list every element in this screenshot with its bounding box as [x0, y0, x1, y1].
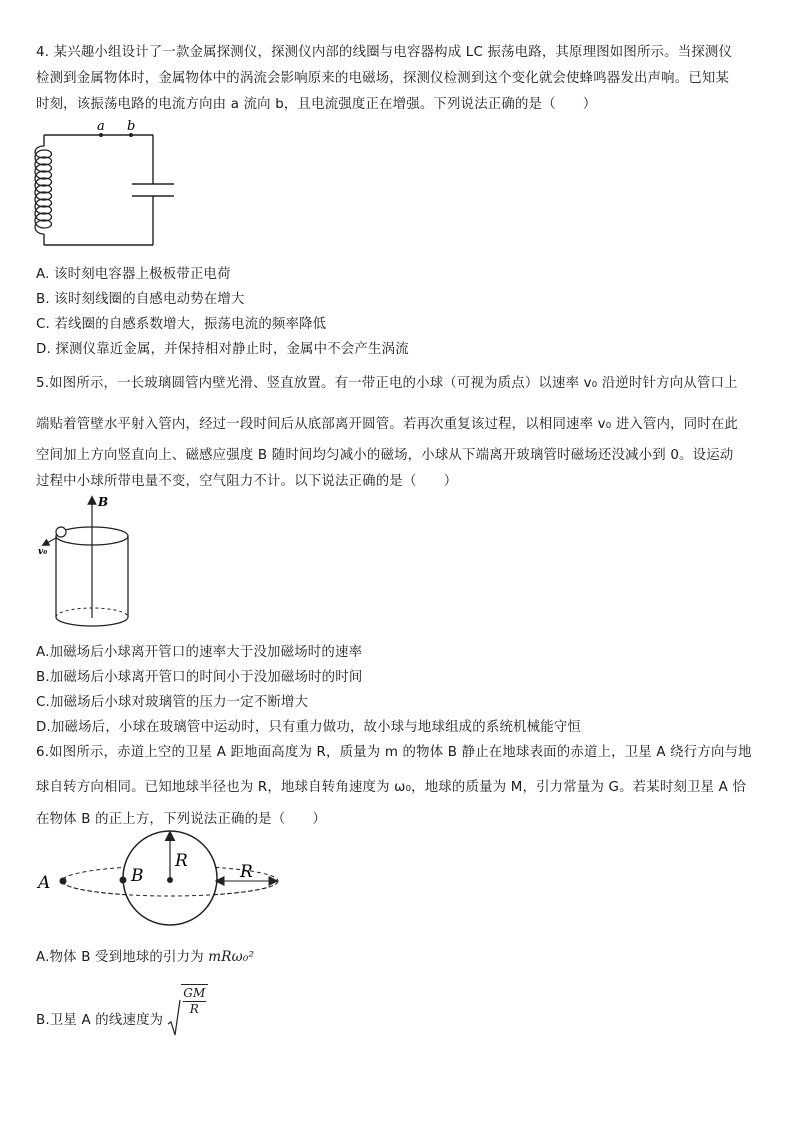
label-A: A	[38, 873, 51, 893]
q4-line-3: 时刻，该振荡电路的电流方向由 a 流向 b，且电流强度正在增强。下列说法正确的是（ ）	[36, 97, 597, 112]
q5-option-b[interactable]: B.加磁场后小球离开管口的时间小于没加磁场时的时间	[36, 670, 363, 685]
q4-line-2: 检测到金属物体时，金属物体中的涡流会影响原来的电磁场，探测仪检测到这个变化就会使蜂鸣器发出声响。已知某	[36, 71, 730, 86]
q5-option-c[interactable]: C.加磁场后小球对玻璃管的压力一定不断增大	[36, 695, 309, 710]
q6-line-3: 在物体 B 的正上方，下列说法正确的是（ ）	[36, 812, 327, 827]
label-a: a	[97, 119, 105, 134]
formula-denominator: R	[189, 1001, 200, 1016]
q6-line-1: 6.如图所示，赤道上空的卫星 A 距地面高度为 R，质量为 m 的物体 B 静止在地球表面的赤道上，卫星 A 绕行方向与地	[36, 745, 752, 760]
label-R-vertical: R	[175, 851, 188, 871]
earth-satellite-diagram	[36, 830, 286, 928]
q6-option-b-formula	[167, 985, 207, 1038]
q6-option-a-formula: mRω₀²	[208, 949, 255, 965]
q6-option-a-text: A.物体 B 受到地球的引力为	[36, 950, 204, 965]
glass-tube-diagram	[30, 492, 140, 637]
q5-line-4: 过程中小球所带电量不变，空气阻力不计。以下说法正确的是（ ）	[36, 474, 458, 489]
label-v0: v₀	[38, 547, 48, 557]
label-R-horizontal: R	[240, 862, 253, 882]
q4-option-b[interactable]: B. 该时刻线圈的自感电动势在增大	[36, 292, 245, 307]
q4-line-1: 4. 某兴趣小组设计了一款金属探测仪，探测仪内部的线圈与电容器构成 LC 振荡电路，其原理图如图所示。当探测仪	[36, 45, 733, 60]
q4-option-c[interactable]: C. 若线圈的自感系数增大，振荡电流的频率降低	[36, 317, 327, 332]
q6-option-a[interactable]	[36, 946, 254, 965]
label-B: B	[98, 495, 109, 509]
q6-option-b-text: B.卫星 A 的线速度为	[36, 1012, 164, 1028]
q6-option-b[interactable]	[36, 985, 208, 1038]
q5-line-2: 端贴着管壁水平射入管内，经过一段时间后从底部离开圆管。若再次重复该过程，以相同速率 v₀ 进入管内，同时在此	[36, 417, 739, 432]
q5-line-3: 空间加上方向竖直向上、磁感应强度 B 随时间均匀减小的磁场，小球从下端离开玻璃管时磁场还没减小到 0。设运动	[36, 448, 734, 463]
q4-option-d[interactable]: D. 探测仪靠近金属，并保持相对静止时，金属中不会产生涡流	[36, 342, 409, 357]
formula-numerator: GM	[183, 985, 206, 1000]
sqrt-icon	[167, 998, 181, 1038]
q5-option-a[interactable]: A.加磁场后小球离开管口的速率大于没加磁场时的速率	[36, 645, 363, 660]
q5-option-d[interactable]: D.加磁场后，小球在玻璃管中运动时，只有重力做功，故小球与地球组成的系统机械能守恒	[36, 720, 581, 735]
label-b: b	[127, 119, 136, 134]
q5-line-1: 5.如图所示，一长玻璃圆管内壁光滑、竖直放置。有一带正电的小球（可视为质点）以速率 v₀ 沿逆时针方向从管口上	[36, 376, 738, 391]
label-B-object: B	[131, 866, 144, 886]
q6-line-2: 球自转方向相同。已知地球半径也为 R，地球自转角速度为 ω₀，地球的质量为 M，引力常量为 G。若某时刻卫星 A 恰	[36, 780, 747, 795]
lc-circuit-diagram	[30, 118, 190, 253]
q4-option-a[interactable]: A. 该时刻电容器上极板带正电荷	[36, 267, 231, 282]
